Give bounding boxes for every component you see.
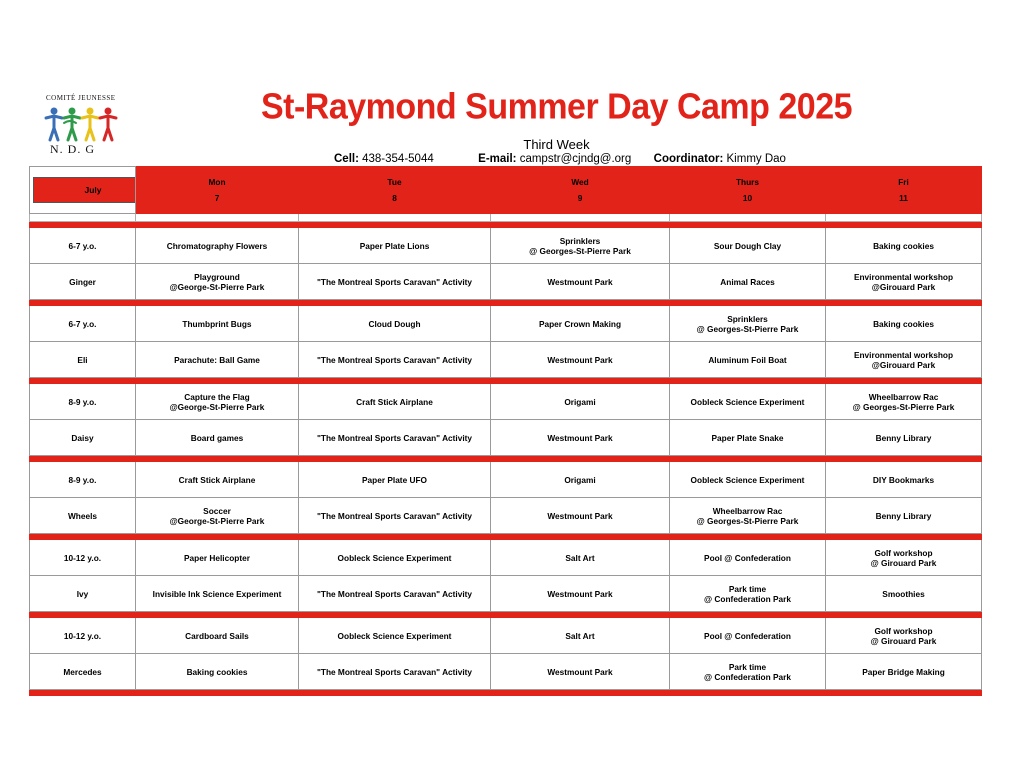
activity-cell: Smoothies xyxy=(826,576,982,612)
activity-cell: Craft Stick Airplane xyxy=(299,384,491,420)
activity-cell: Cloud Dough xyxy=(299,306,491,342)
day-header-tue xyxy=(299,167,491,214)
row-label: Eli xyxy=(30,342,136,378)
activity-cell: Baking cookies xyxy=(826,228,982,264)
table-row xyxy=(30,306,982,342)
separator-cell xyxy=(826,690,982,696)
activity-cell: Oobleck Science Experiment xyxy=(299,618,491,654)
table-row xyxy=(30,618,982,654)
activity-cell: Origami xyxy=(491,462,670,498)
activity-cell: Westmount Park xyxy=(491,576,670,612)
activity-cell: Invisible Ink Science Experiment xyxy=(136,576,299,612)
activity-cell: Parachute: Ball Game xyxy=(136,342,299,378)
day-name: Mon xyxy=(208,177,226,187)
cell-label: Cell: xyxy=(334,153,359,165)
row-label: Wheels xyxy=(30,498,136,534)
separator-cell xyxy=(491,690,670,696)
activity-cell: Aluminum Foil Boat xyxy=(670,342,826,378)
activity-cell: Westmount Park xyxy=(491,498,670,534)
activity-cell: Environmental workshop @Girouard Park xyxy=(826,342,982,378)
blank-cell xyxy=(491,214,670,222)
activity-cell: "The Montreal Sports Caravan" Activity xyxy=(299,420,491,456)
separator-cell xyxy=(299,690,491,696)
activity-cell: Park time @ Confederation Park xyxy=(670,576,826,612)
activity-cell: Oobleck Science Experiment xyxy=(670,384,826,420)
activity-cell: Salt Art xyxy=(491,540,670,576)
activity-cell: Benny Library xyxy=(826,498,982,534)
activity-cell: Origami xyxy=(491,384,670,420)
table-row xyxy=(30,654,982,690)
activity-cell: Westmount Park xyxy=(491,264,670,300)
separator-cell xyxy=(136,690,299,696)
row-label: Ginger xyxy=(30,264,136,300)
activity-cell: Wheelbarrow Rac @ Georges-St-Pierre Park xyxy=(826,384,982,420)
activity-cell: Paper Crown Making xyxy=(491,306,670,342)
activity-cell: Paper Plate Snake xyxy=(670,420,826,456)
activity-cell: Soccer @George-St-Pierre Park xyxy=(136,498,299,534)
row-label: 10-12 y.o. xyxy=(30,540,136,576)
day-date: 7 xyxy=(214,193,220,203)
month-cell xyxy=(30,167,136,214)
activity-cell: Park time @ Confederation Park xyxy=(670,654,826,690)
activity-cell: Oobleck Science Experiment xyxy=(670,462,826,498)
activity-cell: Paper Bridge Making xyxy=(826,654,982,690)
table-row xyxy=(30,462,982,498)
table-row xyxy=(30,264,982,300)
blank-cell xyxy=(826,214,982,222)
activity-cell: Westmount Park xyxy=(491,654,670,690)
activity-cell: Craft Stick Airplane xyxy=(136,462,299,498)
activity-cell: DIY Bookmarks xyxy=(826,462,982,498)
table-row xyxy=(30,498,982,534)
day-date: 9 xyxy=(577,193,583,203)
activity-cell: Cardboard Sails xyxy=(136,618,299,654)
schedule-table xyxy=(29,166,982,696)
activity-cell: Sprinklers @ Georges-St-Pierre Park xyxy=(670,306,826,342)
day-name: Thurs xyxy=(735,177,760,187)
activity-cell: Paper Plate Lions xyxy=(299,228,491,264)
contact-line xyxy=(334,153,786,165)
coordinator-label: Coordinator: xyxy=(653,153,724,165)
activity-cell: Environmental workshop @Girouard Park xyxy=(826,264,982,300)
activity-cell: Playground @George-St-Pierre Park xyxy=(136,264,299,300)
activity-cell: Wheelbarrow Rac @ Georges-St-Pierre Park xyxy=(670,498,826,534)
activity-cell: Pool @ Confederation xyxy=(670,540,826,576)
row-label: 6-7 y.o. xyxy=(30,228,136,264)
activity-cell: Pool @ Confederation xyxy=(670,618,826,654)
month-label: July xyxy=(33,177,153,203)
activity-cell: Paper Helicopter xyxy=(136,540,299,576)
activity-cell: Board games xyxy=(136,420,299,456)
group-separator xyxy=(30,690,982,696)
day-name: Wed xyxy=(571,177,589,187)
table-row xyxy=(30,420,982,456)
activity-cell: "The Montreal Sports Caravan" Activity xyxy=(299,498,491,534)
day-header-wed xyxy=(491,167,670,214)
day-header-mon xyxy=(136,167,299,214)
row-label: Mercedes xyxy=(30,654,136,690)
activity-cell: Benny Library xyxy=(826,420,982,456)
activity-cell: Sprinklers @ Georges-St-Pierre Park xyxy=(491,228,670,264)
blank-cell xyxy=(136,214,299,222)
row-label: 10-12 y.o. xyxy=(30,618,136,654)
day-name: Fri xyxy=(898,177,909,187)
day-header-thurs xyxy=(670,167,826,214)
day-date: 11 xyxy=(899,193,908,203)
activity-cell: Baking cookies xyxy=(826,306,982,342)
blank-cell xyxy=(299,214,491,222)
row-label: Ivy xyxy=(30,576,136,612)
activity-cell: Capture the Flag @George-St-Pierre Park xyxy=(136,384,299,420)
row-label: 8-9 y.o. xyxy=(30,384,136,420)
activity-cell: Sour Dough Clay xyxy=(670,228,826,264)
table-row xyxy=(30,342,982,378)
day-date: 10 xyxy=(742,193,753,203)
email-label: E-mail: xyxy=(478,153,517,165)
activity-cell: Thumbprint Bugs xyxy=(136,306,299,342)
blank-cell xyxy=(670,214,826,222)
activity-cell: Westmount Park xyxy=(491,420,670,456)
activity-cell: Westmount Park xyxy=(491,342,670,378)
day-date: 8 xyxy=(392,193,397,203)
table-row xyxy=(30,540,982,576)
activity-cell: Golf workshop @ Girouard Park xyxy=(826,540,982,576)
row-label: 8-9 y.o. xyxy=(30,462,136,498)
separator-cell xyxy=(30,690,136,696)
row-label: Daisy xyxy=(30,420,136,456)
logo-bottom-text: N. D. G xyxy=(50,142,95,156)
activity-cell: Paper Plate UFO xyxy=(299,462,491,498)
cell-value: 438-354-5044 xyxy=(362,153,434,165)
activity-cell: "The Montreal Sports Caravan" Activity xyxy=(299,576,491,612)
activity-cell: Salt Art xyxy=(491,618,670,654)
email-value: campstr@cjndg@.org xyxy=(519,153,632,165)
logo-top-text: COMITÉ JEUNESSE xyxy=(46,94,116,102)
activity-cell: "The Montreal Sports Caravan" Activity xyxy=(299,264,491,300)
coordinator-value: Kimmy Dao xyxy=(726,153,786,165)
row-label: 6-7 y.o. xyxy=(30,306,136,342)
activity-cell: Baking cookies xyxy=(136,654,299,690)
page-subtitle: Third Week xyxy=(523,137,590,152)
activity-cell: Animal Races xyxy=(670,264,826,300)
blank-row xyxy=(30,214,982,222)
activity-cell: Golf workshop @ Girouard Park xyxy=(826,618,982,654)
separator-cell xyxy=(670,690,826,696)
table-row xyxy=(30,576,982,612)
page-title: St-Raymond Summer Day Camp 2025 xyxy=(260,87,853,127)
table-header-row xyxy=(30,167,982,214)
day-header-fri xyxy=(826,167,982,214)
day-name: Tue xyxy=(387,177,402,187)
blank-cell xyxy=(30,214,136,222)
activity-cell: "The Montreal Sports Caravan" Activity xyxy=(299,654,491,690)
activity-cell: Oobleck Science Experiment xyxy=(299,540,491,576)
activity-cell: "The Montreal Sports Caravan" Activity xyxy=(299,342,491,378)
table-row xyxy=(30,228,982,264)
table-row xyxy=(30,384,982,420)
activity-cell: Chromatography Flowers xyxy=(136,228,299,264)
